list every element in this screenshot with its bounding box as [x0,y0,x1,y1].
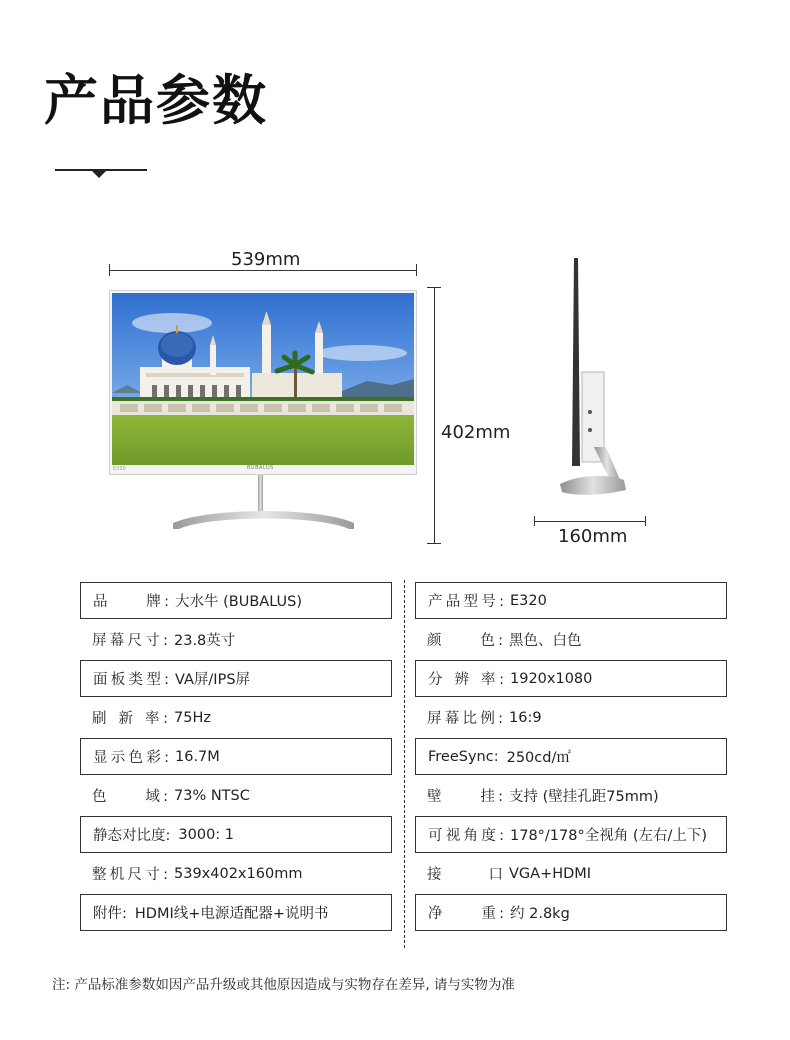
spec-column-right [415,582,727,933]
height-dimension-tick-top [427,287,441,288]
depth-dimension-label: 160mm [558,526,628,547]
spec-column-left [80,582,392,933]
spec-row [80,699,392,736]
spec-label: 静态对比度: [93,828,171,844]
title-pointer-icon [92,171,106,178]
spec-row [415,855,727,892]
width-dimension-tick-left [109,264,110,276]
width-dimension-tick-right [416,264,417,276]
spec-row [80,582,392,619]
depth-dimension-tick-right [645,516,646,526]
spec-column-divider [404,580,405,948]
spec-value: HDMI线+电源适配器+说明书 [134,906,329,922]
spec-row [80,621,392,658]
spec-row [415,894,727,931]
height-dimension-label: 402mm [441,422,511,443]
spec-label: 面板类型: [93,672,169,688]
spec-value: 23.8英寸 [174,633,236,649]
spec-row [415,699,727,736]
depth-dimension-line [534,521,646,522]
spec-value: 3000: 1 [178,826,235,843]
spec-value: 约 2.8kg [510,906,570,922]
monitor-side-view [520,252,660,512]
monitor-stand [169,475,359,535]
spec-label: 刷 新 率: [92,711,168,727]
spec-label: 整机尺寸: [92,867,168,883]
width-dimension-label: 539mm [231,249,301,270]
spec-value: VGA+HDMI [509,865,592,882]
spec-row [80,660,392,697]
spec-value: 支持 (壁挂孔距75mm) [509,789,659,805]
spec-row [80,816,392,853]
disclaimer-note: 注: 产品标准参数如因产品升级或其他原因造成与实物存在差异, 请与实物为准 [52,977,515,993]
spec-label: 色 域: [92,789,168,805]
spec-label: 屏幕尺寸: [92,633,168,649]
spec-row [415,582,727,619]
spec-row [415,660,727,697]
spec-value: 黑色、白色 [509,633,582,649]
spec-row [415,777,727,814]
height-dimension-tick-bottom [427,543,441,544]
monitor-brand-logo: BUBALUS [247,465,274,471]
spec-label: 屏幕比例: [427,711,503,727]
spec-value: 1920x1080 [510,670,593,687]
spec-row [415,738,727,775]
spec-value: 75Hz [174,709,211,726]
spec-value: E320 [510,592,547,609]
spec-label: 壁 挂: [427,789,503,805]
spec-label: 接 口 [427,867,503,883]
spec-label: 可视角度: [428,828,504,844]
spec-row [415,816,727,853]
monitor-bezel [109,290,417,475]
page-title: 产品参数 [44,69,268,132]
spec-row [415,621,727,658]
spec-label: 附件: [93,906,127,922]
spec-row [80,855,392,892]
spec-value: 178°/178°全视角 (左右/上下) [510,828,708,844]
depth-dimension-tick-left [534,516,535,526]
spec-row [80,738,392,775]
monitor-badge: E320 [113,466,126,472]
spec-label: 颜 色: [427,633,503,649]
spec-label: 分 辨 率: [428,672,504,688]
spec-label: 品 牌: [93,594,169,610]
screen-wallpaper-image [112,293,414,465]
spec-value: 16:9 [509,709,542,726]
spec-label: 产品型号: [428,594,504,610]
spec-row [80,894,392,931]
spec-value: 大水牛 (BUBALUS) [175,594,303,610]
spec-label: FreeSync: [428,748,499,765]
spec-label: 净 重: [428,906,504,922]
spec-value: 539x402x160mm [174,865,303,882]
spec-value: 16.7M [175,748,220,765]
spec-row [80,777,392,814]
spec-value: VA屏/IPS屏 [175,672,251,688]
height-dimension-line [434,287,435,543]
width-dimension-line [109,270,417,271]
spec-value: 250cd/㎡ [506,750,571,766]
spec-label: 显示色彩: [93,750,169,766]
spec-value: 73% NTSC [174,787,250,804]
